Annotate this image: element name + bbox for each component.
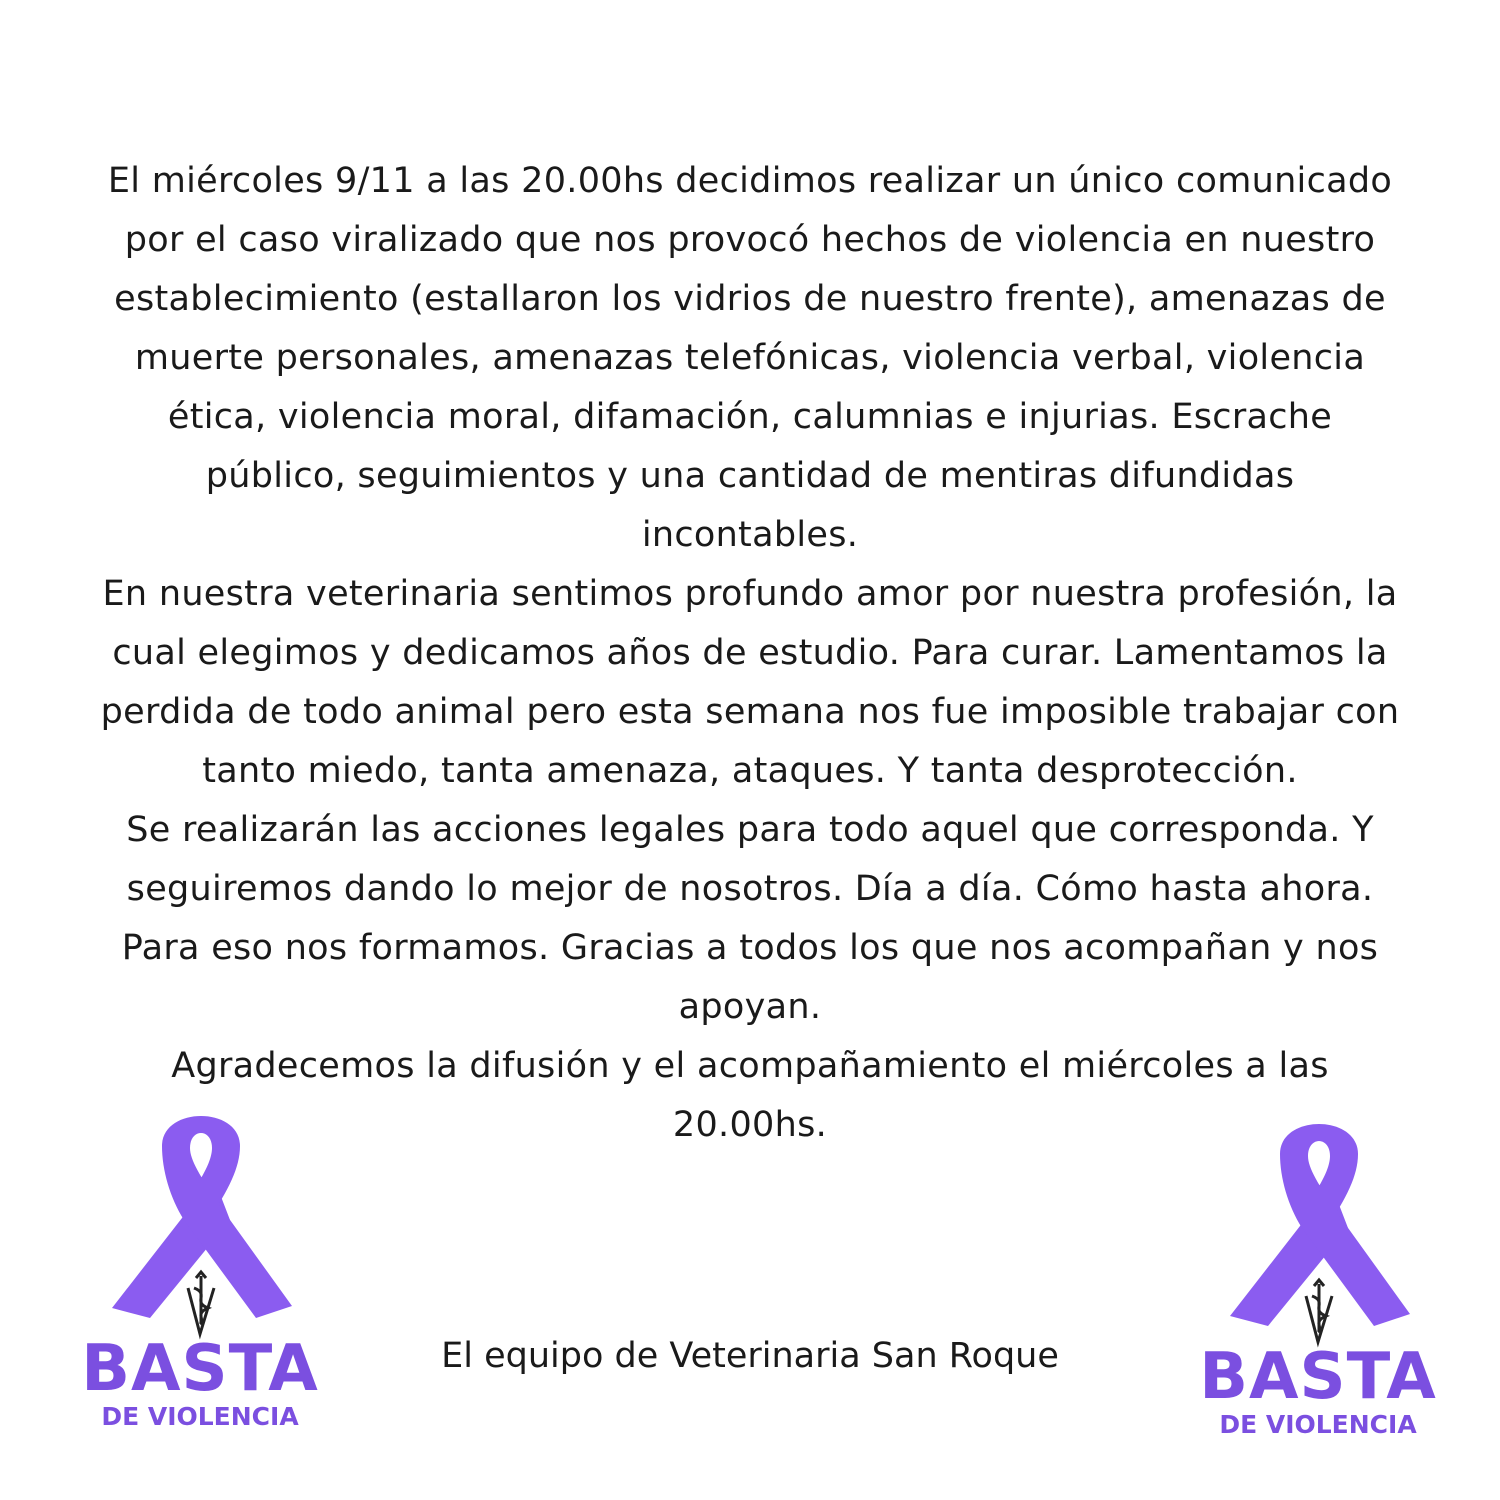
statement-text: [0, 152, 1500, 1155]
veterinary-emblem-icon: [1306, 1280, 1332, 1342]
statement-line: seguiremos dando lo mejor de nosotros. Día a día. Cómo hasta ahora.: [126, 869, 1374, 909]
statement-line: En nuestra veterinaria sentimos profundo amor por nuestra profesión, la: [102, 574, 1398, 614]
statement-line: cual elegimos y dedicamos años de estudio. Para curar. Lamentamos la: [112, 633, 1388, 673]
signature-text: El equipo de Veterinaria San Roque: [441, 1336, 1059, 1376]
basta-de-violencia-badge-left: [70, 1110, 330, 1450]
statement-line: muerte personales, amenazas telefónicas, violencia verbal, violencia: [134, 338, 1366, 378]
statement-line: ética, violencia moral, difamación, calumnias e injurias. Escrache: [167, 397, 1333, 437]
veterinary-emblem-icon: [188, 1272, 214, 1334]
statement-line: Agradecemos la difusión y el acompañamiento el miércoles a las: [171, 1046, 1329, 1086]
statement-line: Para eso nos formamos. Gracias a todos los que nos acompañan y nos: [121, 928, 1379, 968]
statement-line: El miércoles 9/11 a las 20.00hs decidimos realizar un único comunicado: [107, 161, 1393, 201]
de-violencia-subline: DE VIOLENCIA: [1219, 1410, 1417, 1439]
statement-line: 20.00hs.: [672, 1105, 828, 1145]
statement-line: tanto miedo, tanta amenaza, ataques. Y tanta desprotección.: [202, 751, 1298, 791]
purple-ribbon-icon: [70, 1110, 330, 1350]
statement-line: Se realizarán las acciones legales para todo aquel que corresponda. Y: [126, 810, 1374, 850]
statement-line: establecimiento (estallaron los vidrios de nuestro frente), amenazas de: [114, 279, 1386, 319]
de-violencia-subline: DE VIOLENCIA: [101, 1402, 299, 1431]
basta-headline: BASTA: [81, 1332, 319, 1406]
basta-de-violencia-badge-right: [1188, 1118, 1448, 1458]
purple-ribbon-icon: [1188, 1118, 1448, 1358]
basta-headline: BASTA: [1199, 1340, 1437, 1414]
statement-line: incontables.: [641, 515, 859, 555]
statement-line: perdida de todo animal pero esta semana nos fue imposible trabajar con: [100, 692, 1400, 732]
statement-line: público, seguimientos y una cantidad de mentiras difundidas: [205, 456, 1295, 496]
statement-line: apoyan.: [678, 987, 822, 1027]
statement-line: por el caso viralizado que nos provocó hechos de violencia en nuestro: [124, 220, 1376, 260]
